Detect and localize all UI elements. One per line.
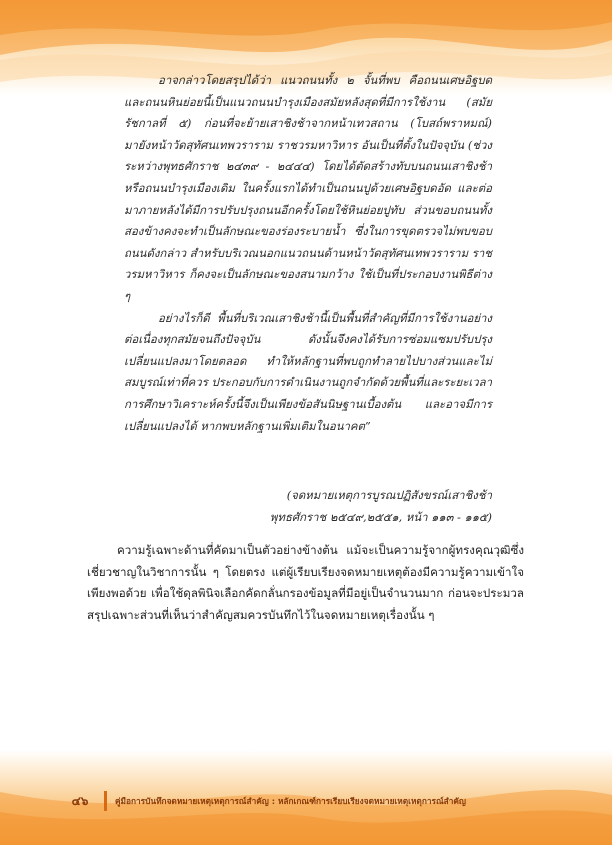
- body-paragraph: ความรู้เฉพาะด้านที่คัดมาเป็นตัวอย่างข้างต้น แม้จะเป็นความรู้จากผู้ทรงคุณวุฒิซึ่งเชี่ยวชาญในวิชาการนั้น ๆ โดยตรง แต่ผู้เรียบเรียงจดหมายเหตุต้องมีความรู้ความเข้าใจเพียงพอด้วย เพื่อใช้ดุลพินิจเลือกคัดกลั่นกรองข้อมูลที่มีอยู่เป็นจำนวนมาก ก่อนจะประมวลสรุปเฉพาะส่วนที่เห็นว่าสำคัญสมควรบันทึกไว้ในจดหมายเหตุเรื่องนั้น ๆ: [87, 543, 524, 622]
- quote-paragraph-1: อาจกล่าวโดยสรุปได้ว่า แนวถนนทั้ง ๒ จั้นที่พบ คือถนนเศษอิฐบด และถนนหินย่อยนี้เป็นแนวถนนบำรุงเมืองสมัยหลังสุดที่มีการใช้งาน (สมัยรัชกาลที่ ๕) ก่อนที่จะย้ายเสาชิงช้าจากหน้าเทวสถาน (โบสถ์พราหมณ์) มายังหน้าวัดสุทัศนเทพวราราม ราชวรมหาวิหาร อันเป็นที่ตั้งในปัจจุบัน (ช่วงระหว่างพุทธศักราช ๒๔๓๙ - ๒๔๔๔) โดยได้ตัดสร้างทับบนถนนเสาชิงช้า หรือถนนบำรุงเมืองเดิม ในครั้งแรกได้ทำเป็นถนนปูด้วยเศษอิฐบดอัด และต่อมาภายหลังได้มีการปรับปรุงถนนอีกครั้งโดยใช้หินย่อยปูทับ ส่วนขอบถนนทั้งสองข้างคงจะทำเป็นลักษณะของร่องระบายน้ำ ซึ่งในการขุดตรวจไม่พบขอบถนนดังกล่าว สำหรับบริเวณนอกแนวถนนด้านหน้าวัดสุทัศนเทพวราราม ราชวรมหาวิหาร ก็คงจะเป็นลักษณะของสนามกว้าง ใช้เป็นที่ประกอบงานพิธีต่าง ๆ: [124, 73, 492, 303]
- citation-line-2: พุทธศักราช ๒๕๔๙,๒๕๕๑, หน้า ๑๑๓ - ๑๑๕): [269, 510, 492, 524]
- quote-paragraph-2: อย่างไรก็ดี พื้นที่บริเวณเสาชิงช้านี้เป็นพื้นที่สำคัญที่มีการใช้งานอย่างต่อเนื่องทุกสมัยจนถึงปัจจุบัน ดังนั้นจึงคงได้รับการซ่อมแซมปรับปรุงเปลี่ยนแปลงมาโดยตลอด ทำให้หลักฐานที่พบถูกทำลายไปบางส่วนและไม่สมบูรณ์เท่าที่ควร ประกอบกับการดำเนินงานถูกจำกัดด้วยพื้นที่และระยะเวลา การศึกษาวิเคราะห์ครั้งนี้จึงเป็นเพียงข้อสันนิษฐานเบื้องต้น และอาจมีการเปลี่ยนแปลงได้ หากพบหลักฐานเพิ่มเติมในอนาคต”: [124, 310, 492, 433]
- page-number: ๔๖: [71, 794, 89, 808]
- citation: [162, 484, 492, 528]
- footer-divider: [104, 791, 107, 811]
- page-footer: [0, 788, 612, 818]
- footer-running-title: คู่มือการบันทึกจดหมายเหตุเหตุการณ์สำคัญ : หลักเกณฑ์การเรียบเรียงจดหมายเหตุเหตุการณ์สำคัญ: [115, 796, 466, 806]
- citation-line-1: (จดหมายเหตุการบูรณปฏิสังขรณ์เสาชิงช้า: [286, 488, 492, 502]
- quoted-excerpt: [124, 70, 492, 437]
